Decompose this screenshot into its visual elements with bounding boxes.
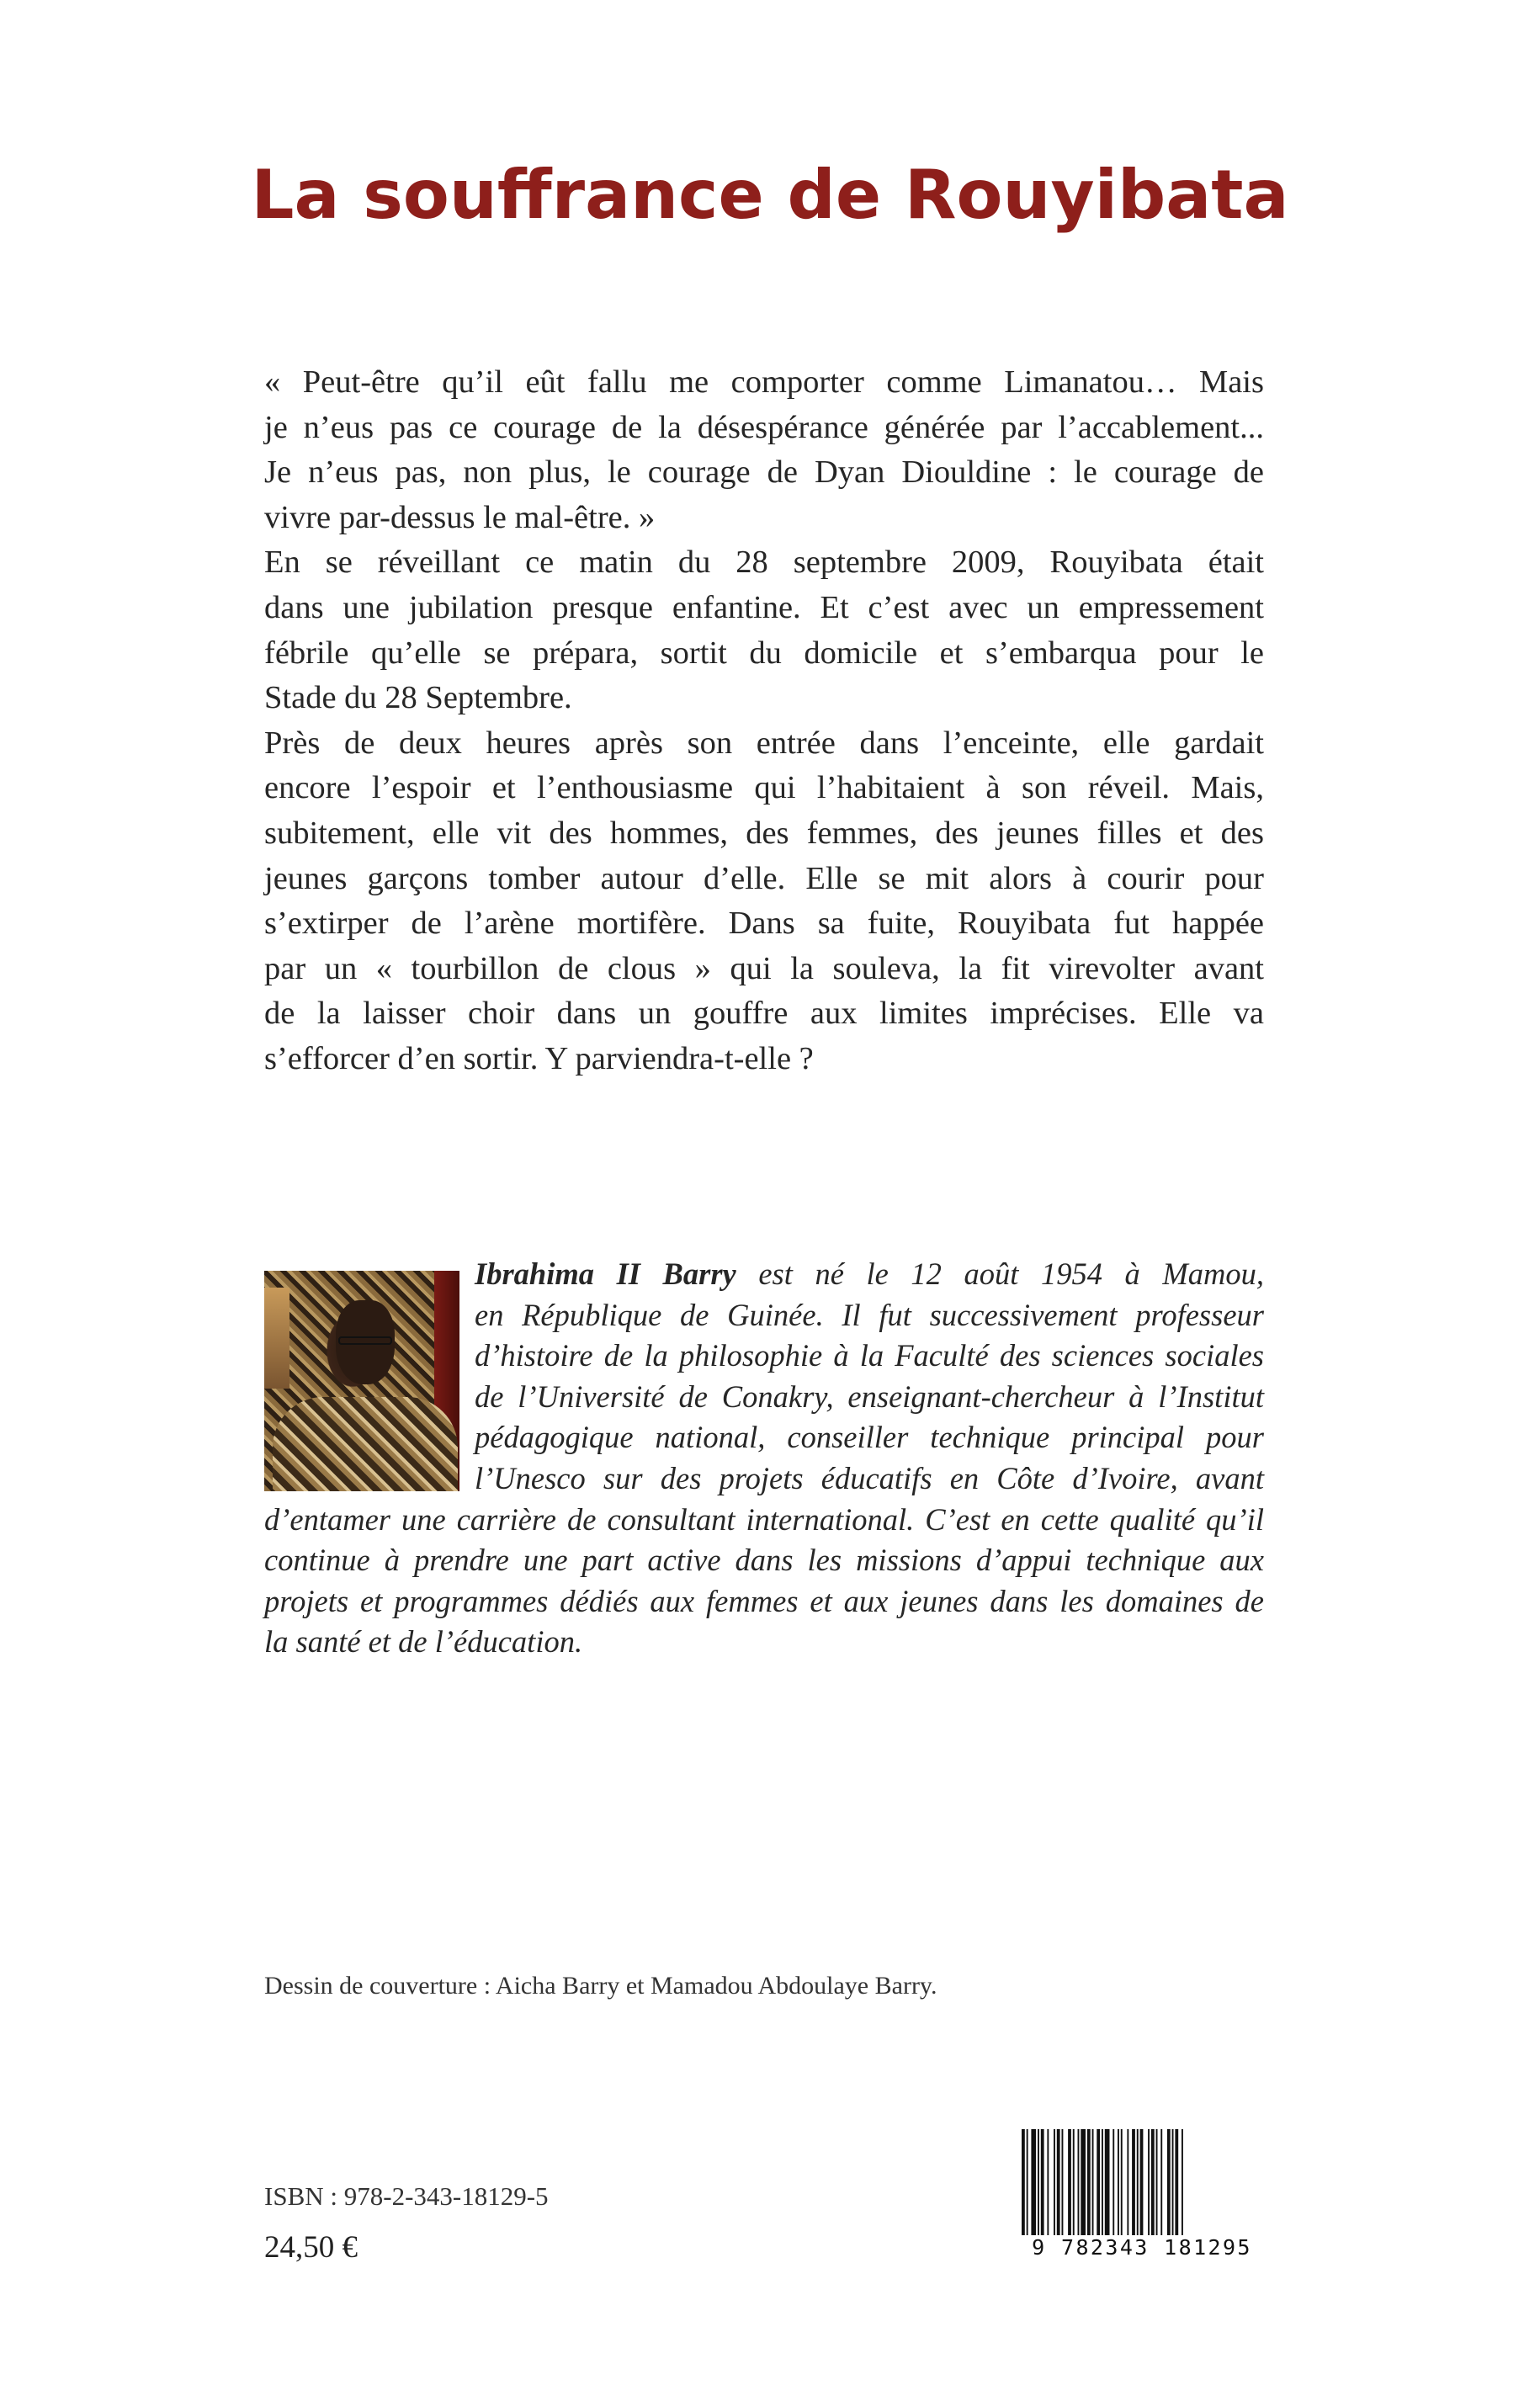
bio-line: la santé et de l’éducation. (264, 1624, 583, 1660)
barcode-bar (1022, 2129, 1025, 2239)
barcode-bar (1027, 2129, 1028, 2239)
bio-line: d’histoire de la philosophie à la Faculté des sciences sociales (475, 1338, 1264, 1373)
blurb-paragraph-2 (264, 540, 1264, 720)
barcode-bar (1054, 2129, 1055, 2239)
blurb-line: « Peut-être qu’il eût fallu me comporter comme Limanatou… Mais (264, 364, 1264, 400)
barcode-bar (1175, 2129, 1178, 2239)
bio-line: projets et programmes dédiés aux femmes et aux jeunes dans les domaines de (264, 1583, 1264, 1618)
blurb-line: dans une jubilation presque enfantine. Et c’est avec un empressement (264, 589, 1264, 625)
blurb-line: subitement, elle vit des hommes, des femmes, des jeunes filles et des (264, 815, 1264, 851)
barcode-bar (1031, 2129, 1036, 2239)
book-title: La souffrance de Rouyibata (251, 156, 1289, 234)
barcode-bar (1092, 2129, 1094, 2239)
barcode-bar (1102, 2129, 1103, 2239)
bio-line: l’Unesco sur des projets éducatifs en Côte d’Ivoire, avant (475, 1460, 1264, 1495)
barcode-bar (1121, 2129, 1123, 2239)
bio-first-line-rest: est né le 12 août 1954 à Mamou, (735, 1256, 1264, 1291)
blurb-line: de la laisser choir dans un gouffre aux limites imprécises. Elle va (264, 996, 1264, 1032)
barcode-bar (1062, 2129, 1064, 2239)
barcode-bar (1068, 2129, 1071, 2239)
blurb-line: Près de deux heures après son entrée dans l’enceinte, elle gardait (264, 725, 1264, 761)
author-bio (264, 1254, 1264, 1663)
barcode-bar (1127, 2129, 1128, 2239)
blurb-line: je n’eus pas ce courage de la désespérance générée par l’accablement... (264, 409, 1264, 445)
barcode-bar (1038, 2129, 1039, 2239)
barcode-bars (1020, 2129, 1264, 2239)
barcode-bar (1132, 2129, 1135, 2239)
barcode-bar (1156, 2129, 1158, 2239)
barcode-bar (1172, 2129, 1174, 2239)
bio-line: de l’Université de Conakry, enseignant-chercheur à l’Institut (475, 1378, 1264, 1414)
barcode-bar (1113, 2129, 1114, 2239)
barcode-bar (1105, 2129, 1110, 2239)
barcode-bar (1148, 2129, 1150, 2239)
bio-line: d’entamer une carrière de consultant international. C’est en cette qualité qu’il (264, 1501, 1264, 1537)
barcode-bar (1137, 2129, 1139, 2239)
photo-float-spacer (264, 1254, 475, 1479)
blurb-line: En se réveillant ce matin du 28 septembre 2009, Rouyibata était (264, 544, 1264, 581)
back-cover-blurb (264, 360, 1264, 1082)
barcode-bar (1078, 2129, 1080, 2239)
blurb-line: jeunes garçons tomber autour d’elle. Elle se mit alors à courir pour (264, 860, 1264, 896)
barcode-digits: 9 782343 181295 (1020, 2235, 1264, 2260)
blurb-line: s’efforcer d’en sortir. Y parviendra-t-elle ? (264, 1040, 814, 1076)
barcode-bar (1140, 2129, 1144, 2239)
blurb-line: Je n’eus pas, non plus, le courage de Dyan Diouldine : le courage de (264, 454, 1264, 491)
blurb-line: vivre par-dessus le mal-être. » (264, 499, 656, 535)
barcode-bar (1118, 2129, 1119, 2239)
barcode-bar (1057, 2129, 1060, 2239)
barcode-bar (1081, 2129, 1086, 2239)
barcode-bar (1151, 2129, 1155, 2239)
bio-line: en République de Guinée. Il fut successivement professeur (475, 1297, 1264, 1332)
blurb-line: encore l’espoir et l’enthousiasme qui l’habitaient à son réveil. Mais, (264, 770, 1264, 806)
barcode-bar (1167, 2129, 1171, 2239)
bio-line: pédagogique national, conseiller technique principal pour (475, 1420, 1264, 1455)
blurb-paragraph-3 (264, 721, 1264, 1082)
barcode-bar (1087, 2129, 1091, 2239)
author-name: Ibrahima II Barry (475, 1256, 736, 1291)
isbn: ISBN : 978-2-343-18129-5 (264, 2181, 549, 2211)
barcode-bar (1097, 2129, 1100, 2239)
bio-line: continue à prendre une part active dans les missions d’appui technique aux (264, 1543, 1264, 1578)
blurb-line: s’extirper de l’arène mortifère. Dans sa fuite, Rouyibata fut happée (264, 906, 1264, 942)
barcode-bar (1160, 2129, 1162, 2239)
blurb-quote-paragraph (264, 360, 1264, 540)
barcode-bar (1182, 2129, 1183, 2239)
blurb-line: Stade du 28 Septembre. (264, 680, 572, 716)
barcode-bar (1047, 2129, 1049, 2239)
barcode-bar (1041, 2129, 1044, 2239)
price: 24,50 € (264, 2230, 358, 2265)
blurb-line: fébrile qu’elle se prépara, sortit du domicile et s’embarqua pour le (264, 635, 1264, 671)
barcode-bar (1073, 2129, 1075, 2239)
cover-credit: Dessin de couverture : Aicha Barry et Mamadou Abdoulaye Barry. (264, 1972, 937, 2000)
blurb-line: par un « tourbillon de clous » qui la souleva, la fit virevolter avant (264, 950, 1264, 986)
